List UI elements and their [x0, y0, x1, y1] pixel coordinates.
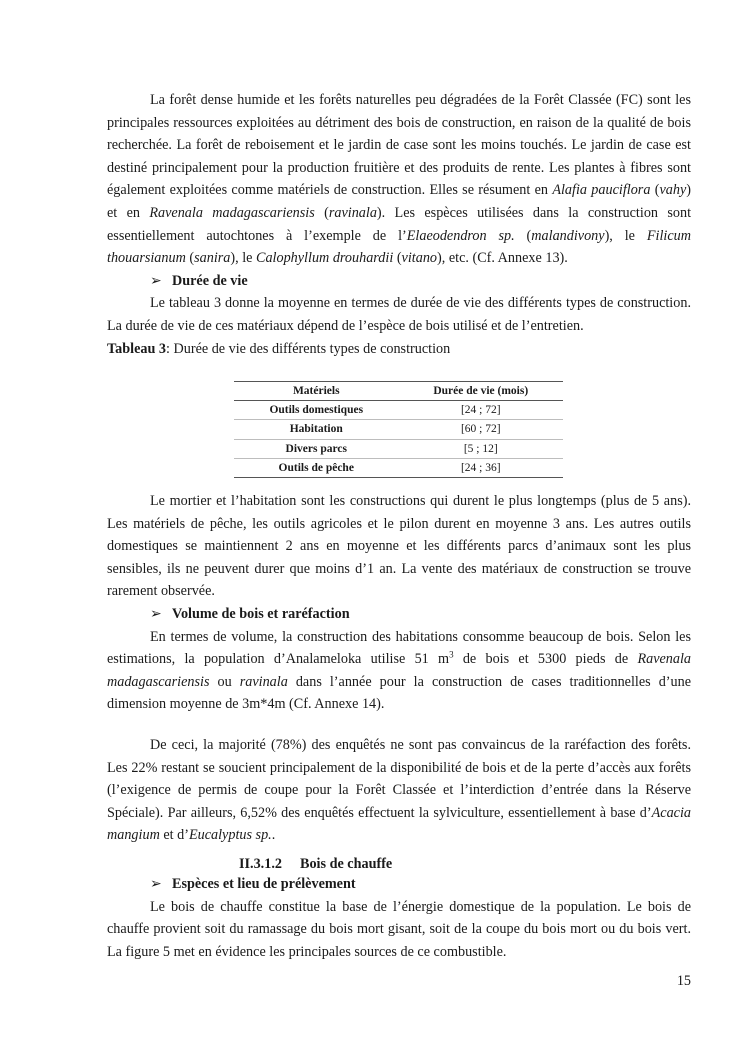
bullet-especes: ➢ Espèces et lieu de prélèvement	[107, 873, 691, 896]
table-cell: [24 ; 72]	[399, 401, 564, 420]
table-header-row	[234, 382, 563, 401]
lifespan-table	[234, 381, 563, 478]
text-block-rarefaction	[107, 734, 691, 847]
table-header-cell: Durée de vie (mois)	[399, 382, 564, 401]
table-row	[234, 401, 563, 420]
text-block-middle	[107, 490, 691, 716]
table-cell: Outils domestiques	[234, 401, 399, 420]
paragraph-forest-resources: La forêt dense humide et les forêts naturelles peu dégradées de la Forêt Classée (FC) sont les principales ressources exploitées au détriment des bois de construction, en raison de la qualité de bois recherchée. La forêt de reboisement et le jardin de case sont les moins touchés. Le jardin de case est destiné principalement pour la production fruitière et des produits de rente. Les plantes à fibres sont également exploitées comme matériels de construction. Elles se résument en Alafia pauciflora (vahy) et en Ravenala madagascariensis (ravinala). Les espèces utilisées dans la construction sont essentiellement autochtones à l’exemple de l’Elaeodendron sp. (malandivony), le Filicum thouarsianum (sanira), le Calophyllum drouhardii (vitano), etc. (Cf. Annexe 13).	[107, 92, 692, 267]
table-header-cell: Matériels	[234, 382, 399, 401]
table-cell: [60 ; 72]	[399, 420, 564, 439]
paragraph-table-intro: Le tableau 3 donne la moyenne en termes de durée de vie des différents types de construction. La durée de vie de ces matériaux dépend de l’espèce de bois utilisé et de l’entretien.	[107, 295, 691, 334]
page-number: 15	[676, 973, 691, 989]
arrow-bullet-icon: ➢	[150, 876, 162, 892]
table-cell: [24 ; 36]	[399, 458, 564, 477]
text-block-top	[107, 89, 691, 360]
paragraph-bois-de-chauffe: Le bois de chauffe constitue la base de l’énergie domestique de la population. Le bois de chauffe provient soit du ramassage du bois mort gisant, soit de la coupe du bois mort ou du bois vert. La figure 5 met en évidence les principales sources de ce combustible.	[107, 898, 691, 960]
table-cell: Divers parcs	[234, 439, 399, 458]
bullet-volume: ➢ Volume de bois et raréfaction	[107, 603, 691, 626]
arrow-bullet-icon: ➢	[150, 272, 162, 289]
table-cell: [5 ; 12]	[399, 439, 564, 458]
arrow-bullet-icon: ➢	[150, 605, 162, 622]
table-row	[234, 420, 563, 439]
paragraph-rarefaction: De ceci, la majorité (78%) des enquêtés ne sont pas convaincus de la raréfaction des forêts. Les 22% restant se soucient principalement de la disponibilité de bois et de la perte d’accès aux forêts (l’exigence de permis de coupe pour la Forêt Classée et l’interdiction d’entrée dans la Réserve Spéciale). Par ailleurs, 6,52% des enquêtés effectuent la sylviculture, essentiellement à base d’Acacia mangium et d’Eucalyptus sp..	[107, 737, 691, 844]
section-number: II.3.1.2	[239, 856, 282, 872]
paragraph-wood-volume: En termes de volume, la construction des habitations consomme beaucoup de bois. Selon les estimations, la population d’Analameloka utilise 51 $m^3$ de bois et 5300 pieds de Ravenala madagascariensis ou ravinala dans l’année pour la construction de cases traditionnelles d’une dimension moyenne de 3m*4m (Cf. Annexe 14).	[107, 628, 692, 713]
table-row	[234, 458, 563, 477]
bullet-duree-de-vie: ➢ Durée de vie	[107, 270, 691, 293]
paragraph-lifespan-analysis: Le mortier et l’habitation sont les constructions qui durent le plus longtemps (plus de 5 ans). Les matériels de pêche, les outils agricoles et le pilon durent en moyenne 3 ans. Les autres outils domestiques se maintiennent 2 ans en moyenne et les différents parcs d’animaux sont les plus sensibles, ils ne peuvent durer que moins d’1 an. La vente des matériaux de construction se trouve rarement observée.	[107, 493, 691, 600]
table-cell: Habitation	[234, 420, 399, 439]
section-heading	[239, 853, 392, 875]
table-caption: Tableau 3: Durée de vie des différents types de construction	[107, 340, 451, 357]
table-row	[234, 439, 563, 458]
section-title: Bois de chauffe	[300, 856, 393, 872]
text-block-bottom	[107, 873, 691, 963]
table-cell: Outils de pêche	[234, 458, 399, 477]
